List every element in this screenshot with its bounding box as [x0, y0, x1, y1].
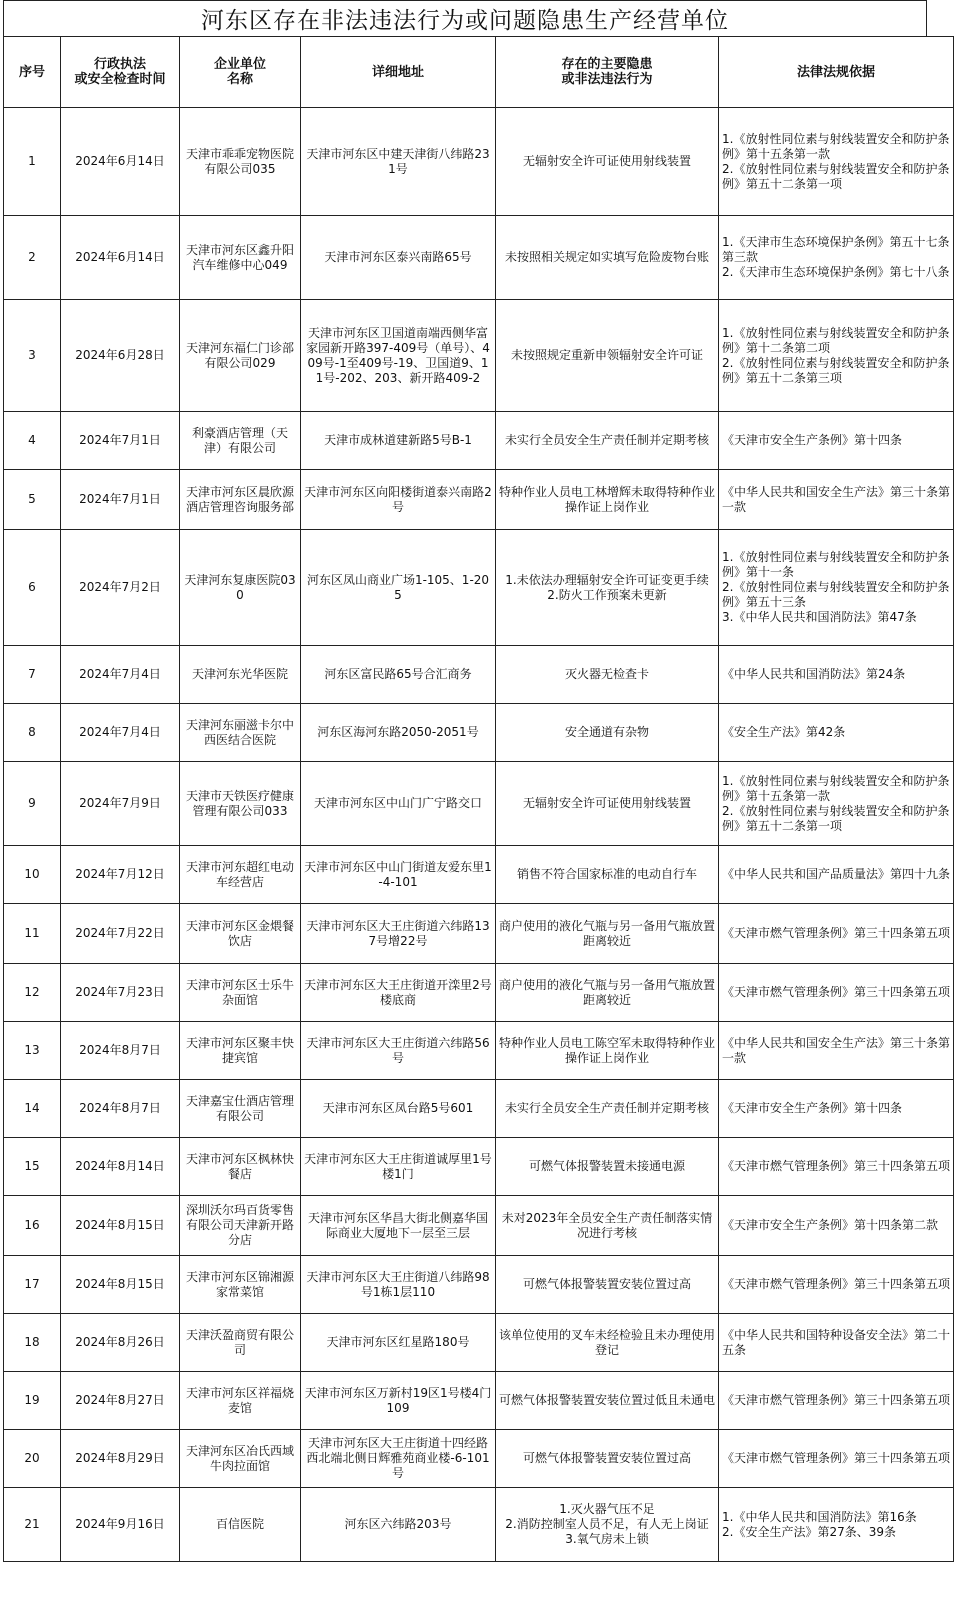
table-row	[4, 530, 954, 646]
row-issue: 未实行全员安全生产责任制并定期考核	[496, 1080, 719, 1138]
row-date: 2024年6月14日	[61, 216, 180, 300]
row-law: 《天津市燃气管理条例》第三十四条第五项	[719, 1256, 954, 1314]
row-law: 《天津市燃气管理条例》第三十四条第五项	[719, 1430, 954, 1488]
row-law: 《天津市燃气管理条例》第三十四条第五项	[719, 904, 954, 964]
header-issue: 存在的主要隐患 或非法违法行为	[496, 37, 719, 108]
row-date: 2024年8月27日	[61, 1372, 180, 1430]
row-issue: 1.未依法办理辐射安全许可证变更手续 2.防火工作预案未更新	[496, 530, 719, 646]
row-law: 1.《放射性同位素与射线装置安全和防护条例》第十一条 2.《放射性同位素与射线装置安全和防护条例》第五十三条 3.《中华人民共和国消防法》第47条	[719, 530, 954, 646]
row-number: 5	[4, 470, 61, 530]
row-date: 2024年8月15日	[61, 1196, 180, 1256]
row-org: 利豪酒店管理（天津）有限公司	[180, 412, 301, 470]
row-address: 天津市河东区中山门街道友爱东里1-4-101	[301, 846, 496, 904]
row-org: 天津市河东区聚丰快捷宾馆	[180, 1022, 301, 1080]
row-address: 天津市河东区大王庄街道开滦里2号楼底商	[301, 964, 496, 1022]
row-issue: 销售不符合国家标准的电动自行车	[496, 846, 719, 904]
row-address: 天津市河东区泰兴南路65号	[301, 216, 496, 300]
row-number: 17	[4, 1256, 61, 1314]
table-row	[4, 1256, 954, 1314]
row-number: 8	[4, 704, 61, 762]
row-org: 天津河东光华医院	[180, 646, 301, 704]
row-issue: 1.灭火器气压不足 2.消防控制室人员不足，有人无上岗证 3.氧气房未上锁	[496, 1488, 719, 1562]
table-header-row	[4, 37, 954, 108]
header-address: 详细地址	[301, 37, 496, 108]
row-law: 1.《中华人民共和国消防法》第16条 2.《安全生产法》第27条、39条	[719, 1488, 954, 1562]
row-address: 天津市河东区大王庄街道诚厚里1号楼1门	[301, 1138, 496, 1196]
row-number: 15	[4, 1138, 61, 1196]
row-issue: 无辐射安全许可证使用射线装置	[496, 108, 719, 216]
row-org: 深圳沃尔玛百货零售有限公司天津新开路分店	[180, 1196, 301, 1256]
row-number: 13	[4, 1022, 61, 1080]
row-issue: 可燃气体报警装置安装位置过高	[496, 1256, 719, 1314]
table-row	[4, 1314, 954, 1372]
row-address: 天津市河东区向阳楼街道泰兴南路2号	[301, 470, 496, 530]
header-no: 序号	[4, 37, 61, 108]
row-address: 河东区六纬路203号	[301, 1488, 496, 1562]
row-law: 《中华人民共和国产品质量法》第四十九条	[719, 846, 954, 904]
header-law: 法律法规依据	[719, 37, 954, 108]
row-date: 2024年7月1日	[61, 412, 180, 470]
table-row	[4, 470, 954, 530]
row-number: 12	[4, 964, 61, 1022]
row-issue: 安全通道有杂物	[496, 704, 719, 762]
row-org: 百信医院	[180, 1488, 301, 1562]
table-row	[4, 762, 954, 846]
header-date: 行政执法 或安全检查时间	[61, 37, 180, 108]
row-issue: 商户使用的液化气瓶与另一备用气瓶放置距离较近	[496, 904, 719, 964]
table-row	[4, 108, 954, 216]
table-row	[4, 646, 954, 704]
table-row	[4, 1196, 954, 1256]
row-address: 河东区海河东路2050-2051号	[301, 704, 496, 762]
header-org: 企业单位 名称	[180, 37, 301, 108]
row-org: 天津市河东区锦湘源家常菜馆	[180, 1256, 301, 1314]
row-address: 天津市河东区华昌大街北侧嘉华国际商业大厦地下一层至三层	[301, 1196, 496, 1256]
row-law: 1.《放射性同位素与射线装置安全和防护条例》第十二条第二项 2.《放射性同位素与射线装置安全和防护条例》第五十二条第三项	[719, 300, 954, 412]
row-issue: 特种作业人员电工陈空军未取得特种作业操作证上岗作业	[496, 1022, 719, 1080]
row-issue: 商户使用的液化气瓶与另一备用气瓶放置距离较近	[496, 964, 719, 1022]
row-issue: 可燃气体报警装置安装位置过高	[496, 1430, 719, 1488]
row-address: 天津市成林道建新路5号B-1	[301, 412, 496, 470]
row-number: 16	[4, 1196, 61, 1256]
row-law: 《天津市燃气管理条例》第三十四条第五项	[719, 1372, 954, 1430]
row-org: 天津市河东区祥福烧麦馆	[180, 1372, 301, 1430]
row-law: 《安全生产法》第42条	[719, 704, 954, 762]
row-number: 2	[4, 216, 61, 300]
row-org: 天津市河东区枫林快餐店	[180, 1138, 301, 1196]
row-date: 2024年7月12日	[61, 846, 180, 904]
row-number: 9	[4, 762, 61, 846]
table-row	[4, 904, 954, 964]
row-number: 3	[4, 300, 61, 412]
table-row	[4, 216, 954, 300]
row-address: 天津市河东区卫国道南端西侧华富家园新开路397-409号（单号）、409号-1至409号-19、卫国道9、11号-202、203、新开路409-2	[301, 300, 496, 412]
row-number: 11	[4, 904, 61, 964]
row-number: 14	[4, 1080, 61, 1138]
row-org: 天津河东福仁门诊部有限公司029	[180, 300, 301, 412]
row-law: 《天津市安全生产条例》第十四条	[719, 1080, 954, 1138]
row-org: 天津市河东区金煨餐饮店	[180, 904, 301, 964]
row-date: 2024年8月26日	[61, 1314, 180, 1372]
row-date: 2024年7月4日	[61, 646, 180, 704]
row-date: 2024年6月28日	[61, 300, 180, 412]
row-issue: 未实行全员安全生产责任制并定期考核	[496, 412, 719, 470]
row-date: 2024年7月22日	[61, 904, 180, 964]
row-law: 《天津市安全生产条例》第十四条第二款	[719, 1196, 954, 1256]
row-issue: 未对2023年全员安全生产责任制落实情况进行考核	[496, 1196, 719, 1256]
row-date: 2024年8月7日	[61, 1080, 180, 1138]
row-address: 天津市河东区凤台路5号601	[301, 1080, 496, 1138]
row-law: 《中华人民共和国消防法》第24条	[719, 646, 954, 704]
row-org: 天津市河东超红电动车经营店	[180, 846, 301, 904]
row-date: 2024年8月15日	[61, 1256, 180, 1314]
row-law: 《天津市燃气管理条例》第三十四条第五项	[719, 1138, 954, 1196]
row-issue: 无辐射安全许可证使用射线装置	[496, 762, 719, 846]
row-address: 河东区凤山商业广场1-105、1-205	[301, 530, 496, 646]
row-law: 1.《天津市生态环境保护条例》第五十七条第三款 2.《天津市生态环境保护条例》第七十八条	[719, 216, 954, 300]
table-row	[4, 300, 954, 412]
row-issue: 未按照规定重新申领辐射安全许可证	[496, 300, 719, 412]
row-number: 6	[4, 530, 61, 646]
row-number: 21	[4, 1488, 61, 1562]
row-date: 2024年9月16日	[61, 1488, 180, 1562]
row-issue: 未按照相关规定如实填写危险废物台账	[496, 216, 719, 300]
row-law: 《中华人民共和国安全生产法》第三十条第一款	[719, 470, 954, 530]
row-law: 《天津市燃气管理条例》第三十四条第五项	[719, 964, 954, 1022]
row-number: 4	[4, 412, 61, 470]
row-address: 天津市河东区大王庄街道十四经路西北端北侧日辉雅苑商业楼-6-101号	[301, 1430, 496, 1488]
table-row	[4, 1372, 954, 1430]
row-address: 天津市河东区红星路180号	[301, 1314, 496, 1372]
row-date: 2024年8月7日	[61, 1022, 180, 1080]
row-number: 7	[4, 646, 61, 704]
row-law: 《天津市安全生产条例》第十四条	[719, 412, 954, 470]
row-address: 天津市河东区大王庄街道六纬路56号	[301, 1022, 496, 1080]
row-issue: 灭火器无检查卡	[496, 646, 719, 704]
row-issue: 可燃气体报警装置安装位置过低且未通电	[496, 1372, 719, 1430]
row-date: 2024年7月9日	[61, 762, 180, 846]
row-law: 1.《放射性同位素与射线装置安全和防护条例》第十五条第一款 2.《放射性同位素与射线装置安全和防护条例》第五十二条第一项	[719, 762, 954, 846]
row-address: 天津市河东区大王庄街道八纬路98号1栋1层110	[301, 1256, 496, 1314]
table-row	[4, 704, 954, 762]
row-address: 天津市河东区万新村19区1号楼4门109	[301, 1372, 496, 1430]
row-date: 2024年8月14日	[61, 1138, 180, 1196]
row-org: 天津河东复康医院030	[180, 530, 301, 646]
row-address: 天津市河东区大王庄街道六纬路137号增22号	[301, 904, 496, 964]
table-row	[4, 1488, 954, 1562]
row-org: 天津市河东区士乐牛杂面馆	[180, 964, 301, 1022]
table-row	[4, 846, 954, 904]
row-law: 《中华人民共和国特种设备安全法》第二十五条	[719, 1314, 954, 1372]
row-issue: 该单位使用的叉车未经检验且未办理使用登记	[496, 1314, 719, 1372]
row-number: 1	[4, 108, 61, 216]
row-address: 天津市河东区中山门广宁路交口	[301, 762, 496, 846]
row-issue: 特种作业人员电工林增辉未取得特种作业操作证上岗作业	[496, 470, 719, 530]
row-date: 2024年7月1日	[61, 470, 180, 530]
row-date: 2024年6月14日	[61, 108, 180, 216]
row-org: 天津河东丽滋卡尔中西医结合医院	[180, 704, 301, 762]
row-date: 2024年8月29日	[61, 1430, 180, 1488]
row-date: 2024年7月2日	[61, 530, 180, 646]
document-title: 河东区存在非法违法行为或问题隐患生产经营单位	[3, 0, 927, 36]
row-number: 10	[4, 846, 61, 904]
table-row	[4, 1138, 954, 1196]
row-org: 天津市河东区鑫升阳汽车维修中心049	[180, 216, 301, 300]
row-org: 天津市天铁医疗健康管理有限公司033	[180, 762, 301, 846]
row-org: 天津市河东区晨欣源酒店管理咨询服务部	[180, 470, 301, 530]
row-org: 天津沃盈商贸有限公司	[180, 1314, 301, 1372]
row-address: 天津市河东区中建天津街八纬路231号	[301, 108, 496, 216]
row-issue: 可燃气体报警装置未接通电源	[496, 1138, 719, 1196]
table-row	[4, 1022, 954, 1080]
violations-table	[3, 36, 954, 1562]
row-law: 1.《放射性同位素与射线装置安全和防护条例》第十五条第一款 2.《放射性同位素与射线装置安全和防护条例》第五十二条第一项	[719, 108, 954, 216]
table-row	[4, 1430, 954, 1488]
row-date: 2024年7月4日	[61, 704, 180, 762]
row-date: 2024年7月23日	[61, 964, 180, 1022]
row-org: 天津市乖乖宠物医院有限公司035	[180, 108, 301, 216]
row-number: 18	[4, 1314, 61, 1372]
row-number: 20	[4, 1430, 61, 1488]
row-org: 天津嘉宝仕酒店管理有限公司	[180, 1080, 301, 1138]
table-row	[4, 1080, 954, 1138]
row-law: 《中华人民共和国安全生产法》第三十条第一款	[719, 1022, 954, 1080]
row-org: 天津河东区冶氏西域牛肉拉面馆	[180, 1430, 301, 1488]
row-number: 19	[4, 1372, 61, 1430]
table-row	[4, 412, 954, 470]
table-row	[4, 964, 954, 1022]
row-address: 河东区富民路65号合汇商务	[301, 646, 496, 704]
